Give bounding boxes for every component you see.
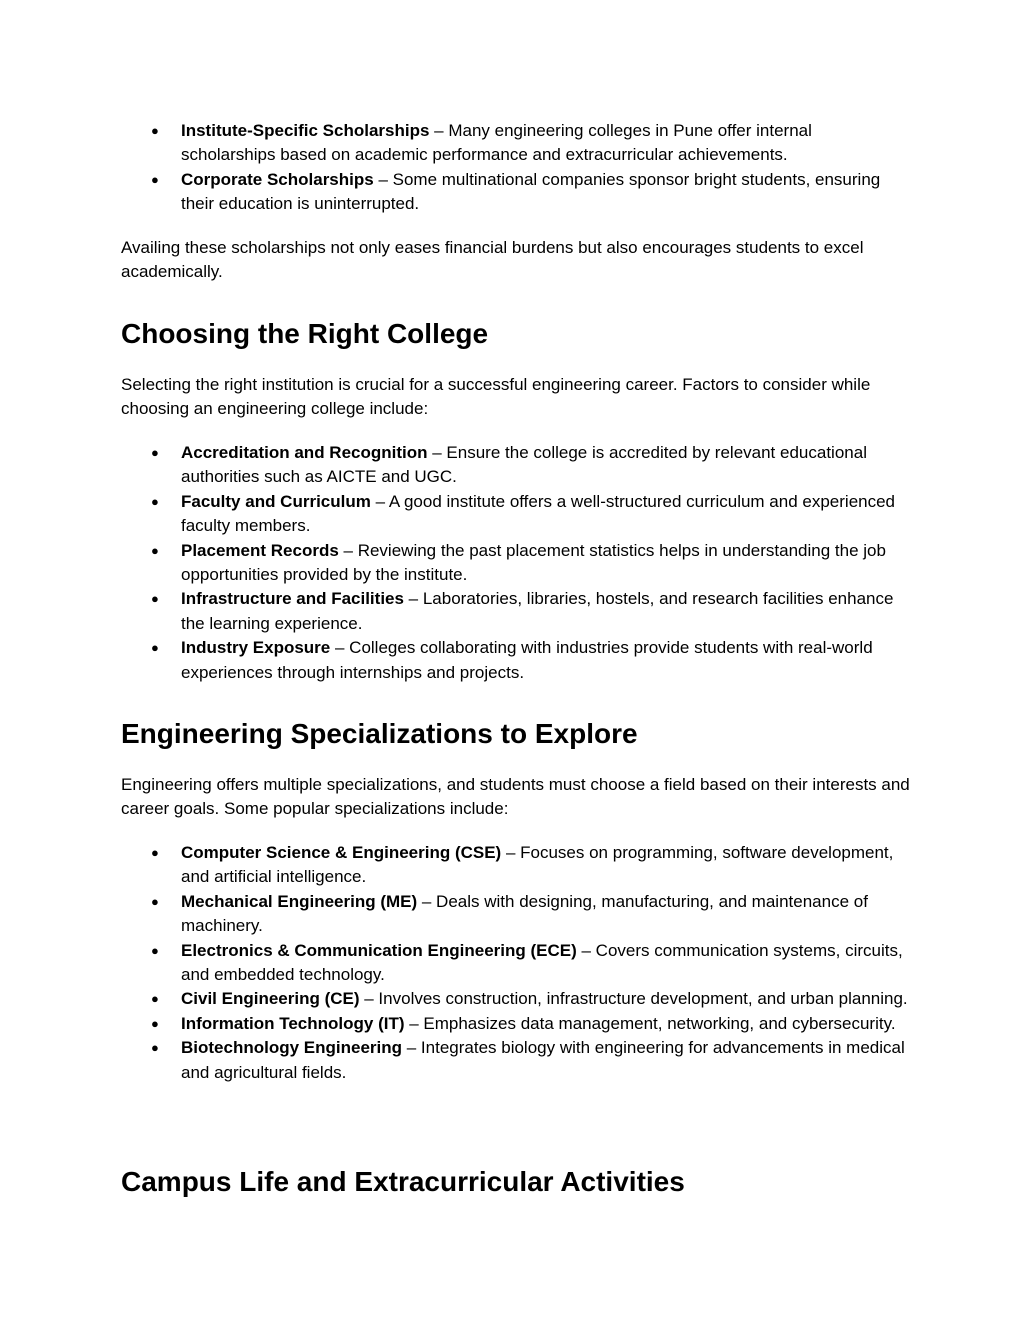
list-item [121, 587, 911, 636]
college-intro-paragraph: Selecting the right institution is crucial for a successful engineering career. Factors to consider while choosing an engineering college include: [121, 375, 871, 419]
bullet-icon: ● [151, 493, 159, 509]
bullet-icon: ● [151, 942, 159, 958]
list-item-term: Industry Exposure [181, 638, 331, 658]
college-list-block [121, 441, 911, 685]
section-heading-college: Choosing the Right College [121, 318, 489, 349]
scholarships-list-block [121, 119, 911, 217]
list-item [121, 636, 911, 685]
bullet-icon: ● [151, 123, 159, 138]
list-item [121, 890, 911, 939]
list-item-term: Placement Records [181, 540, 339, 560]
list-item-term: Electronics & Communication Engineering (ECE) [181, 940, 577, 960]
bullet-icon: ● [151, 991, 159, 1007]
list-item-term: Information Technology (IT) [181, 1013, 405, 1033]
list-item-desc: – A good institute offers a well-structured curriculum and experienced faculty members. [181, 491, 896, 536]
list-item-desc: – Covers communication systems, circuits, and embedded technology. [181, 940, 903, 985]
scholarships-closing-block [121, 236, 911, 285]
bullet-icon: ● [151, 542, 159, 558]
list-item-desc: – Colleges collaborating with industries provide students with real-world experiences through internships and projects. [181, 638, 873, 682]
bullet-icon: ● [151, 845, 159, 860]
list-item-desc: – Emphasizes data management, networking, and cybersecurity. [404, 1013, 896, 1033]
list-item [121, 490, 911, 539]
campus-heading-block [121, 1165, 911, 1199]
specializations-heading-block [121, 717, 911, 751]
bullet-icon: ● [151, 1040, 159, 1056]
bullet-icon: ● [151, 171, 159, 187]
list-item-term: Infrastructure and Facilities [181, 589, 404, 609]
list-item [121, 987, 911, 1011]
list-item [121, 1036, 911, 1085]
bullet-icon: ● [151, 591, 159, 607]
bullet-icon: ● [151, 1015, 159, 1031]
bullet-icon: ● [151, 445, 159, 460]
specializations-intro-paragraph: Engineering offers multiple specializations, and students must choose a field based on their interests and career goals. Some popular specializations include: [121, 775, 910, 819]
section-heading-specializations: Engineering Specializations to Explore [121, 718, 638, 749]
list-item-term: Civil Engineering (CE) [181, 989, 360, 1009]
section-heading-campus: Campus Life and Extracurricular Activities [121, 1166, 685, 1197]
bullet-icon: ● [151, 893, 159, 909]
list-item-desc: – Many engineering colleges in Pune offer internal scholarships based on academic performance and extracurricular achievements. [181, 121, 812, 165]
specializations-list-block [121, 841, 911, 1085]
list-item-term: Mechanical Engineering (ME) [181, 891, 418, 911]
list-item-term: Corporate Scholarships [181, 169, 374, 189]
list-item-term: Accreditation and Recognition [181, 443, 428, 462]
scholarships-list [121, 119, 911, 217]
list-item-desc: – Deals with designing, manufacturing, and maintenance of machinery. [181, 891, 868, 936]
college-heading-block [121, 317, 911, 351]
list-item-term: Computer Science & Engineering (CSE) [181, 843, 502, 862]
list-item [121, 168, 911, 217]
list-item-term: Faculty and Curriculum [181, 491, 371, 511]
list-item-desc: – Some multinational companies sponsor bright students, ensuring their education is uninterrupted. [181, 169, 881, 214]
specializations-list [121, 841, 911, 1085]
list-item [121, 841, 911, 890]
college-factors-list [121, 441, 911, 685]
list-item-desc: – Focuses on programming, software development, and artificial intelligence. [181, 843, 894, 887]
list-item [121, 441, 911, 490]
list-item [121, 939, 911, 988]
list-item [121, 119, 911, 168]
list-item-term: Biotechnology Engineering [181, 1038, 403, 1058]
list-item-term: Institute-Specific Scholarships [181, 121, 430, 140]
list-item-desc: – Laboratories, libraries, hostels, and research facilities enhance the learning experience. [181, 589, 894, 633]
list-item [121, 1012, 911, 1036]
college-intro-block [121, 373, 911, 422]
list-item-desc: – Involves construction, infrastructure development, and urban planning. [359, 989, 908, 1009]
list-item-desc: – Ensure the college is accredited by relevant educational authorities such as AICTE and UGC. [181, 443, 867, 487]
scholarships-closing-paragraph: Availing these scholarships not only eases financial burdens but also encourages students to excel academically. [121, 238, 864, 282]
specializations-intro-block [121, 773, 911, 822]
list-item-desc: – Reviewing the past placement statistics helps in understanding the job opportunities provided by the institute. [181, 540, 886, 585]
list-item [121, 539, 911, 588]
bullet-icon: ● [151, 640, 159, 656]
list-item-desc: – Integrates biology with engineering for advancements in medical and agricultural fields. [181, 1038, 905, 1082]
